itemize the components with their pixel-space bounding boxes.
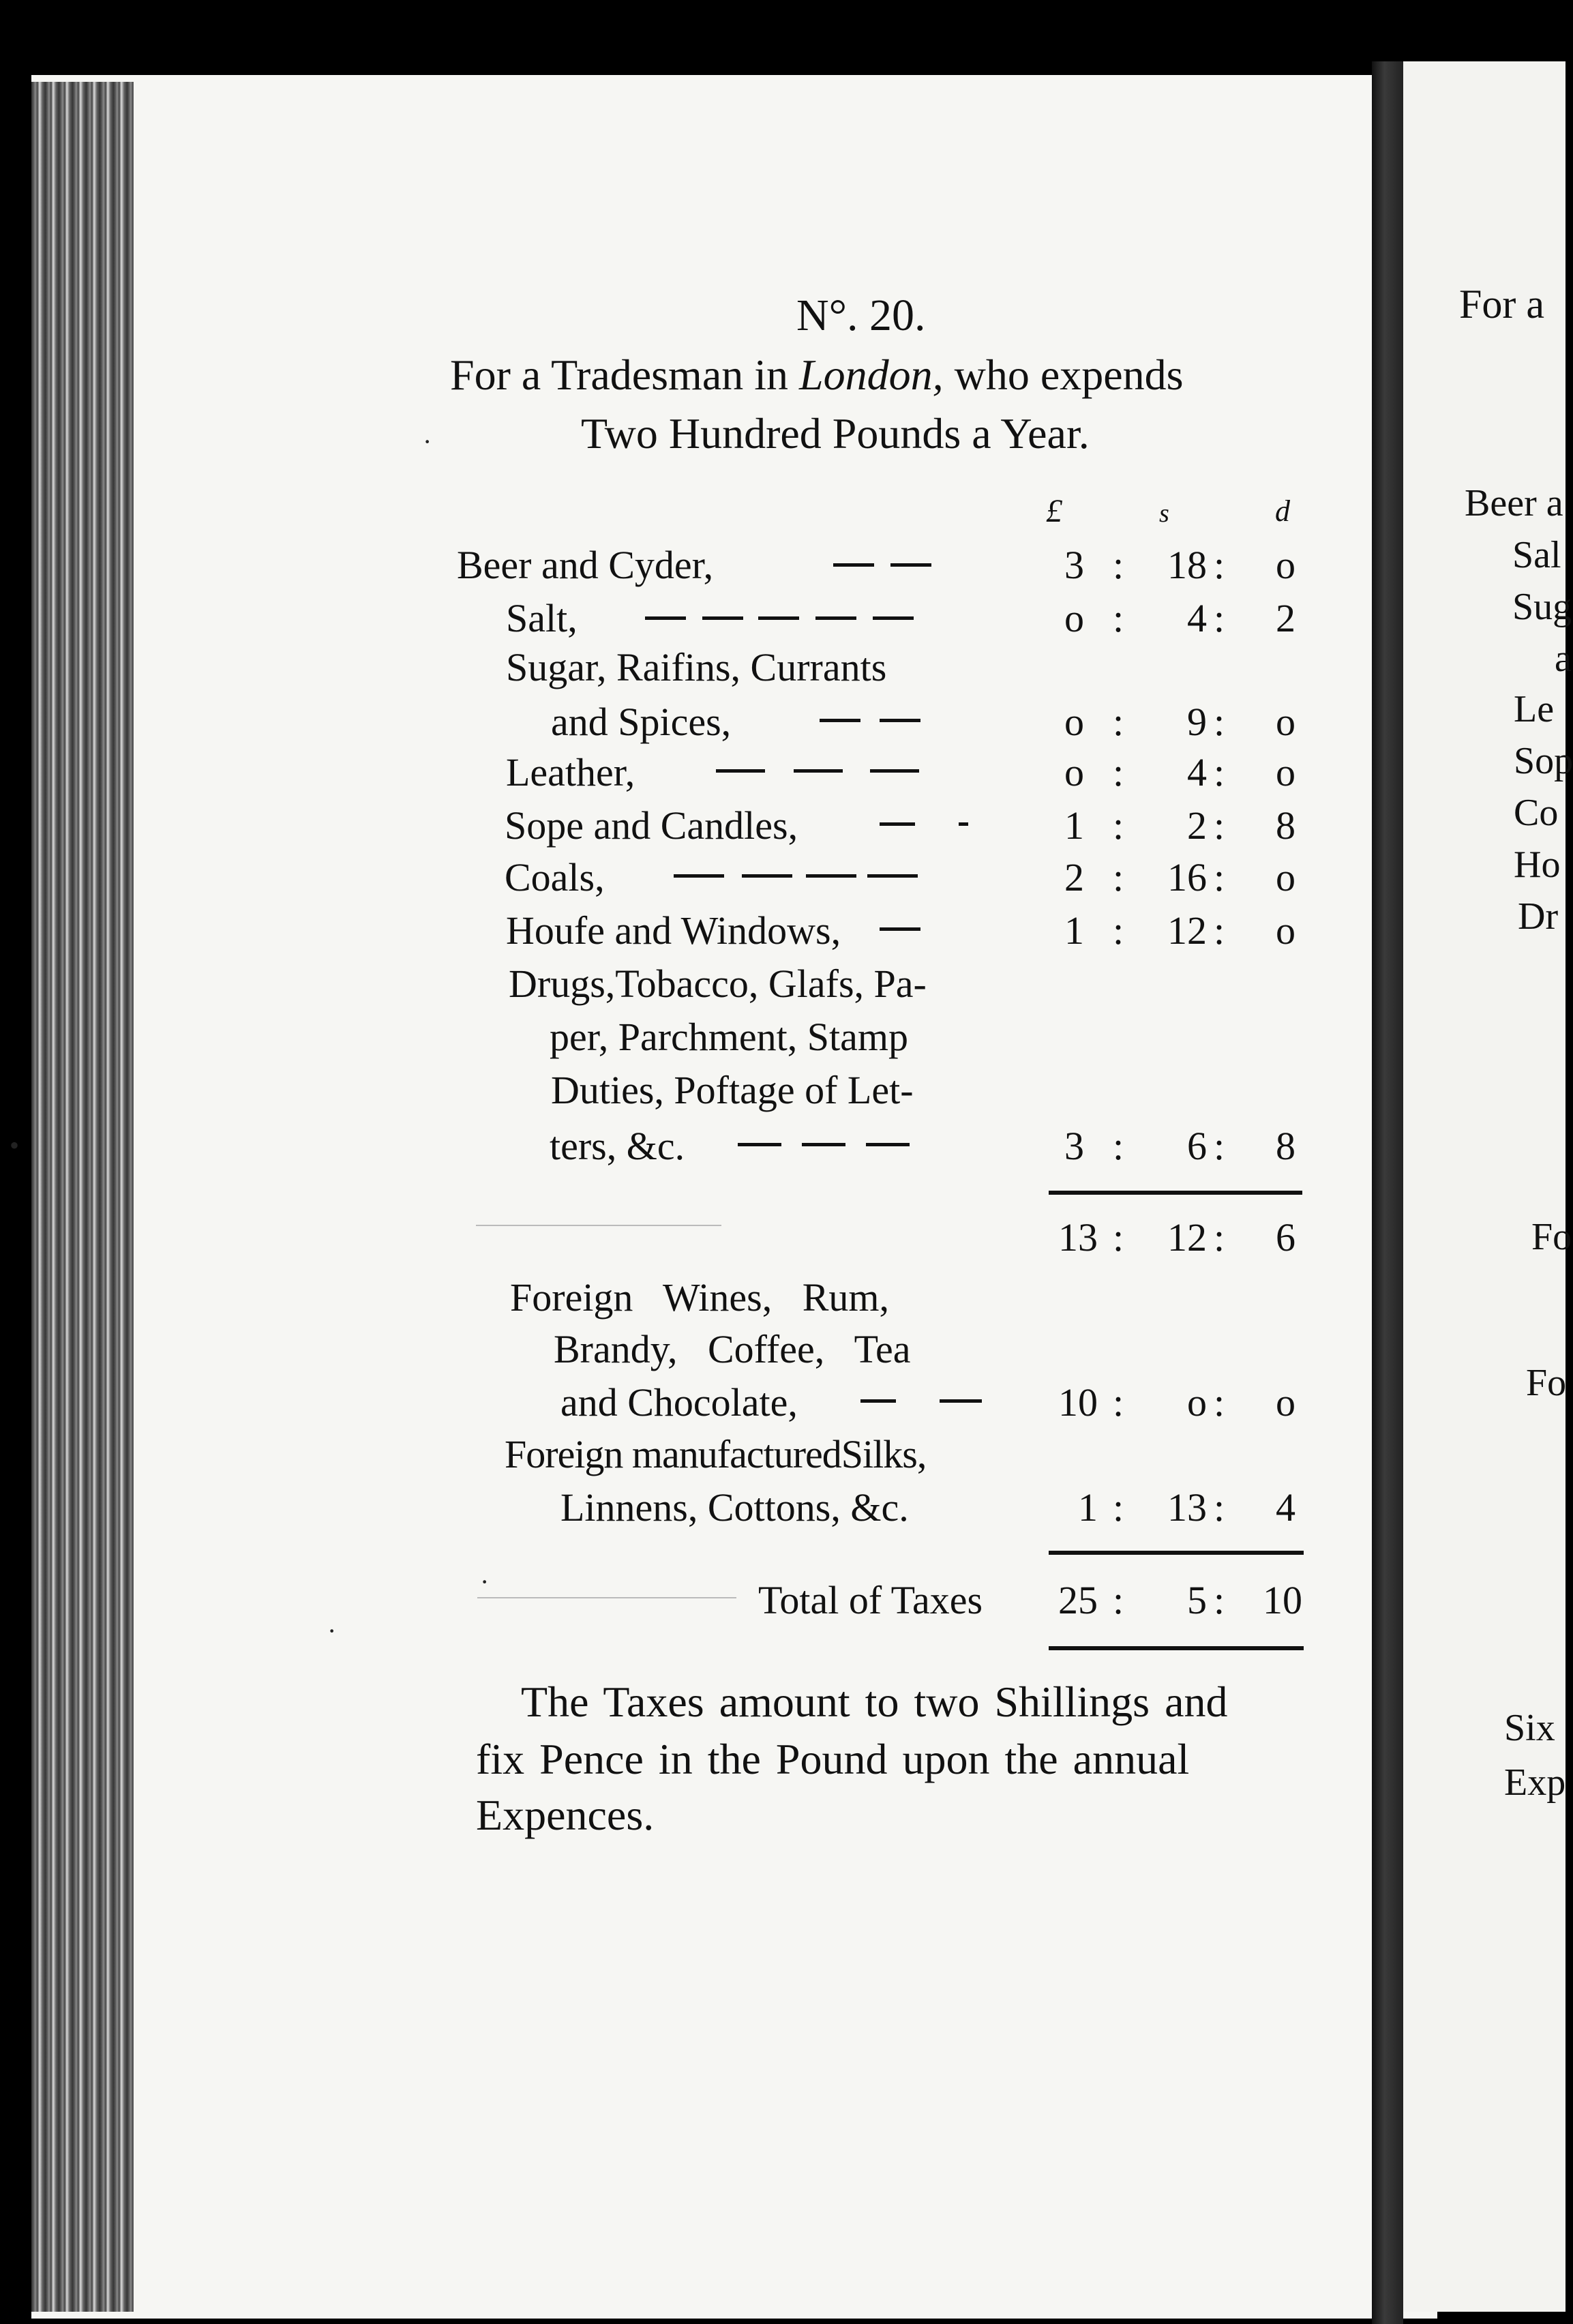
ink-speck: · <box>480 1566 490 1597</box>
separator-colon: : <box>1214 543 1225 587</box>
separator-colon: : <box>1214 1380 1225 1425</box>
item-label-continued: Duties, Poftage of Let- <box>551 1068 914 1112</box>
item-pounds: 2 <box>1064 855 1084 899</box>
item-label: Drugs,Tobacco, Glafs, Pa- <box>509 962 927 1006</box>
item-label-continued: and Spices, <box>551 700 732 744</box>
page-subtitle: Two Hundred Pounds a Year. <box>581 409 1090 458</box>
item-label-continued: and Chocolate, <box>560 1380 798 1425</box>
leader-dash <box>820 719 860 722</box>
item-label-continued: Brandy, Coffee, Tea <box>554 1327 911 1371</box>
item-label: Beer and Cyder, <box>457 543 714 587</box>
separator-colon: : <box>1214 596 1225 640</box>
page-stack-edge <box>31 82 134 2312</box>
leader-dash <box>833 563 874 567</box>
leader-dash <box>940 1399 982 1403</box>
item-shillings: 18 <box>1167 543 1207 587</box>
item-pence: o <box>1276 700 1295 744</box>
item-pence: 8 <box>1276 1124 1295 1168</box>
item-shillings: 4 <box>1187 596 1207 640</box>
item-label: Houfe and Windows, <box>506 908 841 953</box>
next-page-text-fragment: Fo <box>1526 1362 1567 1404</box>
separator-colon: : <box>1113 855 1124 899</box>
item-label: Leather, <box>506 750 635 794</box>
item-pounds: 1 <box>1064 908 1084 953</box>
leader-dash <box>873 616 914 620</box>
leader-dash <box>866 1143 910 1146</box>
item-label: Salt, <box>506 596 578 640</box>
item-label: Coals, <box>505 855 605 899</box>
leader-dash <box>802 1143 845 1146</box>
bleed-through-rule <box>477 1597 736 1598</box>
item-label: Foreign manufacturedSilks, <box>505 1432 927 1476</box>
pounds-column-header: £ <box>1046 493 1062 529</box>
separator-colon: : <box>1113 1380 1124 1425</box>
next-page-text-fragment: Exp <box>1504 1761 1566 1804</box>
next-page-text-fragment: Sop <box>1514 740 1573 782</box>
pence-column-header: d <box>1275 494 1290 528</box>
item-label: Sugar, Raifins, Currants <box>506 645 887 689</box>
subtotal-pence: 6 <box>1276 1215 1295 1260</box>
next-page-text-fragment: a <box>1555 638 1572 680</box>
page-title <box>450 353 1184 397</box>
title-prefix: For a Tradesman in <box>450 351 799 399</box>
separator-colon: : <box>1113 700 1124 744</box>
next-page-text-fragment: Beer a <box>1465 482 1563 524</box>
leader-dash <box>738 1143 781 1146</box>
item-pounds: o <box>1064 700 1084 744</box>
separator-colon: : <box>1214 1124 1225 1168</box>
item-pence: o <box>1276 855 1295 899</box>
leader-dash <box>815 616 856 620</box>
next-page-text-fragment: Fo <box>1531 1216 1572 1258</box>
item-pounds: 3 <box>1064 543 1084 587</box>
item-pence: o <box>1276 1380 1295 1425</box>
ink-speck: • <box>10 1130 20 1161</box>
separator-colon: : <box>1113 543 1124 587</box>
separator-colon: : <box>1214 855 1225 899</box>
next-page-text-fragment: Le <box>1514 688 1555 730</box>
leader-dash <box>794 769 843 773</box>
leader-dash <box>959 822 968 826</box>
item-label-continued: ters, &c. <box>550 1124 685 1168</box>
separator-colon: : <box>1113 1215 1124 1260</box>
conclusion-line: fix Pence in the Pound upon the annual <box>476 1735 1190 1783</box>
ink-speck: · <box>327 1615 337 1646</box>
separator-colon: : <box>1113 908 1124 953</box>
separator-colon: : <box>1214 750 1225 794</box>
item-shillings: 4 <box>1187 750 1207 794</box>
item-pence: o <box>1276 908 1295 953</box>
separator-colon: : <box>1214 1485 1225 1530</box>
bleed-through-rule <box>476 1225 721 1226</box>
leader-dash <box>867 874 918 878</box>
separator-colon: : <box>1113 1124 1124 1168</box>
book-gutter <box>1372 61 1403 2324</box>
next-page-text-fragment: Sal <box>1512 534 1561 576</box>
item-shillings: 16 <box>1167 855 1207 899</box>
total-pounds: 25 <box>1058 1578 1098 1622</box>
shillings-column-header: s <box>1159 499 1169 528</box>
next-page-heading-fragment: For a <box>1459 282 1544 327</box>
item-label-continued: per, Parchment, Stamp <box>550 1015 908 1059</box>
item-pounds: 10 <box>1058 1380 1098 1425</box>
item-pence: 4 <box>1276 1485 1295 1530</box>
item-pounds: 3 <box>1064 1124 1084 1168</box>
separator-colon: : <box>1113 596 1124 640</box>
next-page-text-fragment: Sug <box>1512 586 1572 628</box>
separator-colon: : <box>1214 1215 1225 1260</box>
leader-dash <box>880 927 920 931</box>
item-pence: o <box>1276 750 1295 794</box>
subtotal-shillings: 12 <box>1167 1215 1207 1260</box>
separator-colon: : <box>1113 750 1124 794</box>
leader-dash <box>806 874 856 878</box>
next-page-text-fragment: Ho <box>1514 844 1561 886</box>
item-label: Foreign Wines, Rum, <box>510 1275 890 1320</box>
next-page-text-fragment: Co <box>1514 792 1559 834</box>
item-shillings: 13 <box>1167 1485 1207 1530</box>
title-place: London, <box>799 351 944 399</box>
next-page-text-fragment: Six <box>1504 1707 1555 1749</box>
leader-dash <box>870 769 919 773</box>
subtotal-rule <box>1049 1191 1302 1195</box>
leader-dash <box>645 616 686 620</box>
separator-colon: : <box>1113 1485 1124 1530</box>
item-pence: 8 <box>1276 803 1295 848</box>
conclusion-line: Expences. <box>476 1791 655 1839</box>
leader-dash <box>674 874 724 878</box>
item-pounds: o <box>1064 750 1084 794</box>
total-rule-bottom <box>1049 1646 1304 1650</box>
leader-dash <box>880 719 920 722</box>
page-number-heading: N°. 20. <box>796 290 926 340</box>
title-suffix: who expends <box>943 351 1184 399</box>
item-shillings: 2 <box>1187 803 1207 848</box>
item-pounds: o <box>1064 596 1084 640</box>
item-pence: 2 <box>1276 596 1295 640</box>
item-pounds: 1 <box>1064 803 1084 848</box>
item-label-continued: Linnens, Cottons, &c. <box>560 1485 909 1530</box>
total-pence: 10 <box>1263 1578 1302 1622</box>
leader-dash <box>880 822 915 826</box>
item-shillings: 9 <box>1187 700 1207 744</box>
leader-dash <box>702 616 743 620</box>
separator-colon: : <box>1214 1578 1225 1622</box>
right-page <box>1403 61 1565 2312</box>
separator-colon: : <box>1113 1578 1124 1622</box>
leader-dash <box>742 874 792 878</box>
item-shillings: o <box>1187 1380 1207 1425</box>
leader-dash <box>758 616 799 620</box>
total-rule-top <box>1049 1551 1304 1555</box>
item-shillings: 6 <box>1187 1124 1207 1168</box>
separator-colon: : <box>1214 803 1225 848</box>
separator-colon: : <box>1214 908 1225 953</box>
separator-colon: : <box>1113 803 1124 848</box>
ink-speck: · <box>423 426 432 457</box>
leader-dash <box>716 769 765 773</box>
total-label: Total of Taxes <box>758 1578 983 1622</box>
total-shillings: 5 <box>1187 1578 1207 1622</box>
item-pounds: 1 <box>1078 1485 1098 1530</box>
item-shillings: 12 <box>1167 908 1207 953</box>
leader-dash <box>890 563 931 567</box>
subtotal-pounds: 13 <box>1058 1215 1098 1260</box>
leader-dash <box>860 1399 896 1403</box>
item-pence: o <box>1276 543 1295 587</box>
next-page-text-fragment: Dr <box>1518 895 1559 938</box>
item-label: Sope and Candles, <box>505 803 798 848</box>
separator-colon: : <box>1214 700 1225 744</box>
conclusion-line: The Taxes amount to two Shillings and <box>521 1678 1228 1726</box>
